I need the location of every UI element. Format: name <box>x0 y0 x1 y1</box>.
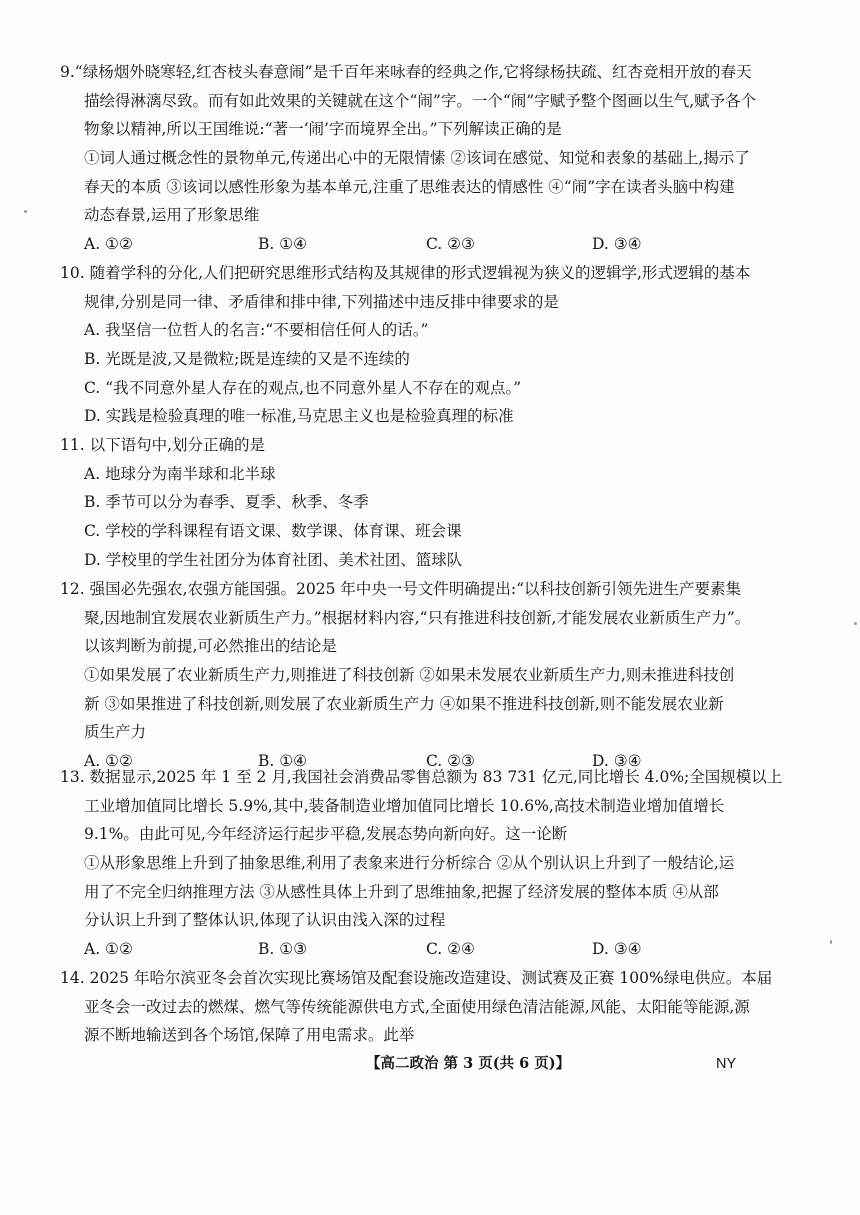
question-stem-line: 工业增加值同比增长 5.9%,其中,装备制造业增加值同比增长 10.6%,高技术制造业增加值增长 <box>84 796 725 815</box>
question-stem-line: 12. 强国必先强农,农强方能国强。2025 年中央一号文件明确提出:“以科技创新引领先进生产要素集 <box>60 580 742 598</box>
question-13 <box>60 763 820 964</box>
option-b[interactable]: B. 光既是波,又是微粒;既是连续的又是不连续的 <box>84 350 410 369</box>
statement-line: 动态春景,运用了形象思维 <box>84 206 260 225</box>
question-stem-line: 描绘得淋漓尽致。而有如此效果的关键就在这个“闹”字。一个“闹”字赋予整个图画以生气,赋予各个 <box>84 91 757 110</box>
question-stem-line: 9.1%。由此可见,今年经济运行起步平稳,发展态势向新向好。这一论断 <box>84 825 568 844</box>
question-12 <box>60 575 820 776</box>
question-stem-line: 物象以精神,所以王国维说:“著一‘闹’字而境界全出。”下列解读正确的是 <box>84 120 562 139</box>
question-stem-line: 聚,因地制宜发展农业新质生产力。”根据材料内容,“只有推进科技创新,才能发展农业新质生产力”。 <box>84 608 751 627</box>
page-number-label: 【高二政治 第 3 页(共 6 页)】 <box>366 1055 571 1072</box>
option-c[interactable]: C. 学校的学科课程有语文课、数学课、体育课、班会课 <box>84 522 462 541</box>
option-d[interactable]: D. 学校里的学生社团分为体育社团、美术社团、篮球队 <box>84 550 463 569</box>
statement-line: ①如果发展了农业新质生产力,则推进了科技创新 ②如果未发展农业新质生产力,则未推进科技创 <box>84 666 735 685</box>
page-footer <box>0 1052 860 1076</box>
option-c[interactable]: C. ②③ <box>426 235 475 254</box>
statement-line: 新 ③如果推进了科技创新,则发展了农业新质生产力 ④如果不推进科技创新,则不能发展农业新 <box>84 694 724 713</box>
question-10 <box>60 259 820 431</box>
question-stem-line: 以该判断为前提,可必然推出的结论是 <box>84 637 337 656</box>
option-d[interactable]: D. ③④ <box>592 940 642 959</box>
option-c[interactable]: C. “我不同意外星人存在的观点,也不同意外星人不存在的观点。” <box>84 378 522 397</box>
question-stem-line: 13. 数据显示,2025 年 1 至 2 月,我国社会消费品零售总额为 83 731 亿元,同比增长 4.0%;全国规模以上 <box>60 768 783 786</box>
question-stem-line: 源不断地输送到各个场馆,保障了用电需求。此举 <box>84 1026 415 1045</box>
statement-line: 春天的本质 ③该词以感性形象为基本单元,注重了思维表达的情感性 ④“闹”字在读者头脑中构建 <box>84 177 735 196</box>
scan-speck <box>830 940 832 944</box>
option-b[interactable]: B. ①③ <box>258 940 308 959</box>
option-b[interactable]: B. ①④ <box>258 235 308 254</box>
question-9 <box>60 58 820 259</box>
statement-line: ①词人通过概念性的景物单元,传递出心中的无限情愫 ②该词在感觉、知觉和表象的基础上,揭示了 <box>84 149 750 168</box>
option-a[interactable]: A. 我坚信一位哲人的名言:“不要相信任何人的话。” <box>84 321 429 340</box>
option-d[interactable]: D. 实践是检验真理的唯一标准,马克思主义也是检验真理的标准 <box>84 407 514 426</box>
question-14 <box>60 964 820 1050</box>
option-a[interactable]: A. ①② <box>84 940 133 959</box>
question-11 <box>60 431 820 574</box>
question-stem-line: 亚冬会一改过去的燃煤、燃气等传统能源供电方式,全面使用绿色清洁能源,风能、太阳能等能源,源 <box>84 997 750 1016</box>
answer-options <box>60 230 820 259</box>
question-stem-line: 14. 2025 年哈尔滨亚冬会首次实现比赛场馆及配套设施改造建设、测试赛及正赛 100%绿电供应。本届 <box>60 969 773 987</box>
option-a[interactable]: A. ①② <box>84 752 133 771</box>
answer-options <box>60 935 820 964</box>
question-stem-line: 11. 以下语句中,划分正确的是 <box>60 436 266 454</box>
question-stem-line: 规律,分别是同一律、矛盾律和排中律,下列描述中违反排中律要求的是 <box>84 292 559 311</box>
question-stem-line: 9.“绿杨烟外晓寒轻,红杏枝头春意闹”是千百年来咏春的经典之作,它将绿杨扶疏、红杏竞相开放的春天 <box>60 63 752 81</box>
statement-line: ①从形象思维上升到了抽象思维,利用了表象来进行分析综合 ②从个别认识上升到了一般结论,运 <box>84 854 735 873</box>
option-d[interactable]: D. ③④ <box>592 235 642 254</box>
option-a[interactable]: A. 地球分为南半球和北半球 <box>84 464 276 483</box>
statement-line: 质生产力 <box>84 723 147 742</box>
option-c[interactable]: C. ②④ <box>426 940 475 959</box>
option-b[interactable]: B. ①④ <box>258 752 308 771</box>
statement-line: 分认识上升到了整体认识,体现了认识由浅入深的过程 <box>84 911 446 930</box>
scan-speck <box>24 210 27 213</box>
option-c[interactable]: C. ②③ <box>426 752 475 771</box>
paper-code: NY <box>716 1056 737 1072</box>
option-b[interactable]: B. 季节可以分为春季、夏季、秋季、冬季 <box>84 493 369 512</box>
option-a[interactable]: A. ①② <box>84 235 133 254</box>
option-d[interactable]: D. ③④ <box>592 752 642 771</box>
scan-speck <box>854 622 857 625</box>
statement-line: 用了不完全归纳推理方法 ③从感性具体上升到了思维抽象,把握了经济发展的整体本质 ④从部 <box>84 882 719 901</box>
question-stem-line: 10. 随着学科的分化,人们把研究思维形式结构及其规律的形式逻辑视为狭义的逻辑学,形式逻辑的基本 <box>60 264 751 282</box>
